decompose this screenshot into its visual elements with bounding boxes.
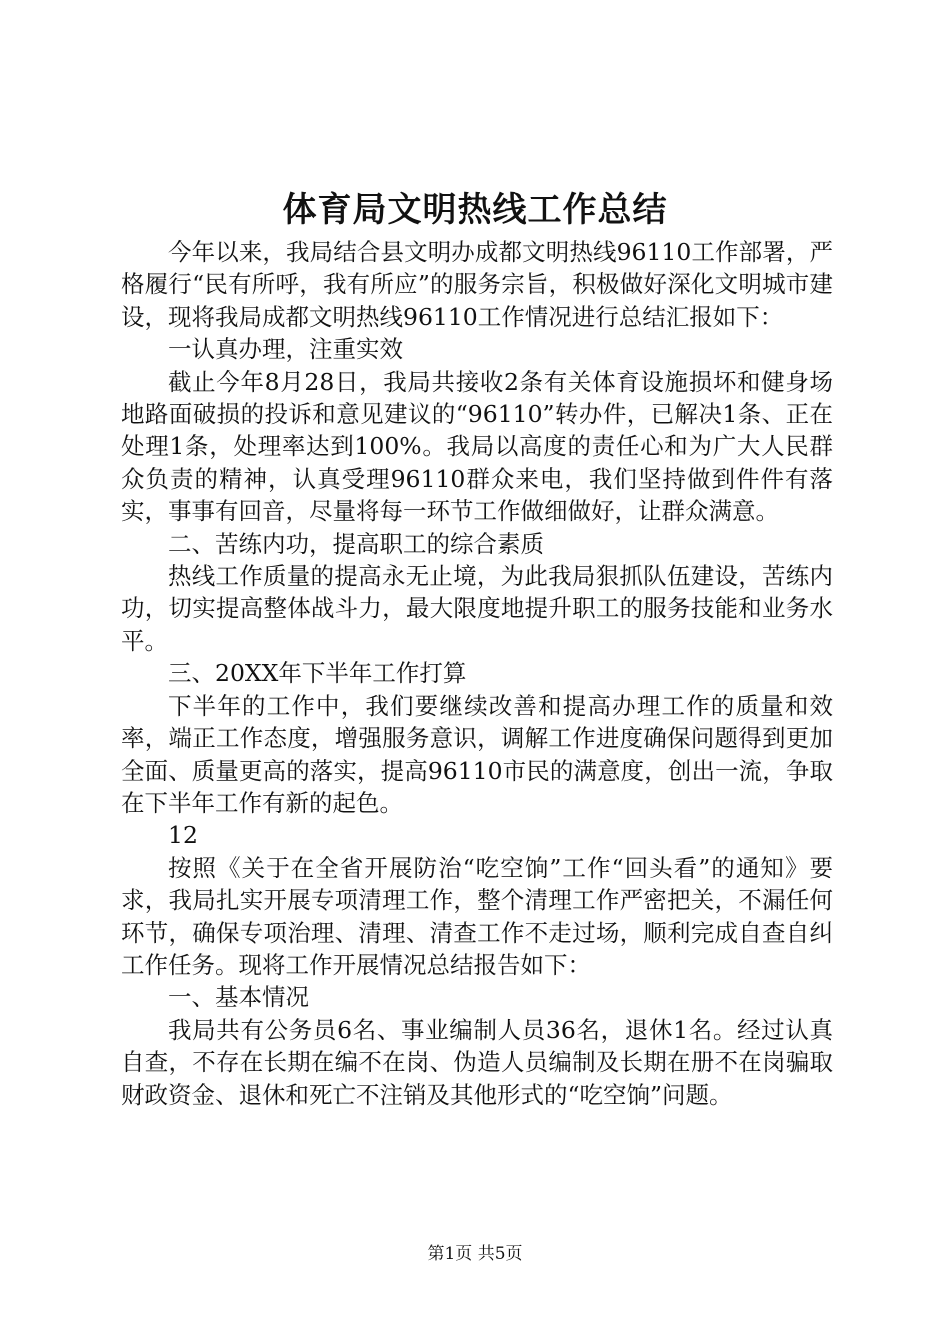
document-title: 体育局文明热线工作总结	[282, 190, 668, 230]
separator-number: 12	[168, 821, 198, 850]
paragraph-section-3: 下半年的工作中，我们要继续改善和提高办理工作的质量和效率，端正工作态度，增强服务意识，调解工作进度确保问题得到更加全面、质量更高的落实，提高96110市民的满意度，创出一流，争取在下半年工作有新的起色。	[121, 691, 833, 817]
section-heading-2: 二、苦练内功，提高职工的综合素质	[168, 529, 544, 558]
document-body	[121, 236, 833, 1111]
paragraph-section-2: 热线工作质量的提高永无止境，为此我局狠抓队伍建设，苦练内功，切实提高整体战斗力，最大限度地提升职工的服务技能和业务水平。	[121, 562, 833, 655]
section-heading-basic-situation: 一、基本情况	[168, 983, 309, 1012]
paragraph-basic-situation: 我局共有公务员6名、事业编制人员36名，退休1名。经过认真自查，不存在长期在编不在岗、伪造人员编制及长期在册不在岗骗取财政资金、退休和死亡不注销及其他形式的“吃空饷”问题。	[121, 1015, 833, 1109]
paragraph-second-report-intro: 按照《关于在全省开展防治“吃空饷”工作“回头看”的通知》要求，我局扎实开展专项清理工作，整个清理工作严密把关，不漏任何环节，确保专项治理、清理、清查工作不走过场，顺利完成自查自纠工作任务。现将工作开展情况总结报告如下：	[121, 853, 833, 979]
section-heading-3: 三、20XX年下半年工作打算	[168, 659, 467, 688]
page-footer: 第1页 共5页	[427, 1244, 523, 1264]
section-heading-1: 一认真办理，注重实效	[168, 335, 403, 364]
paragraph-section-1: 截止今年8月28日，我局共接收2条有关体育设施损坏和健身场地路面破损的投诉和意见建议的“96110”转办件，已解决1条、正在处理1条，处理率达到100%。我局以高度的责任心和为广大人民群众负责的精神，认真受理96110群众来电，我们坚持做到件件有落实，事事有回音，尽量将每一环节工作做细做好，让群众满意。	[121, 367, 833, 526]
paragraph-intro: 今年以来，我局结合县文明办成都文明热线96110工作部署，严格履行“民有所呼，我有所应”的服务宗旨，积极做好深化文明城市建设，现将我局成都文明热线96110工作情况进行总结汇报如下：	[121, 238, 833, 331]
